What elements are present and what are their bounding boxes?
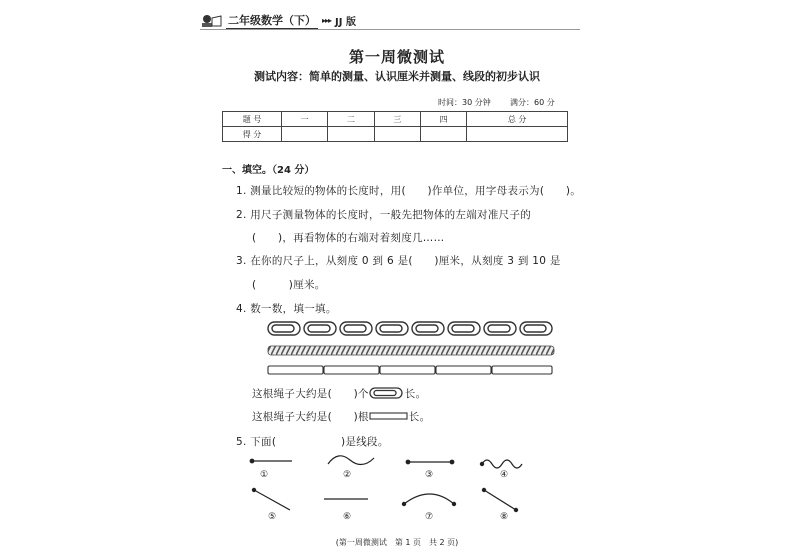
page-subtitle: 测试内容：简单的测量、认识厘米并测量、线段的初步认识: [254, 70, 540, 83]
stick-icon: [369, 411, 409, 421]
figure-8-segment: [482, 488, 517, 511]
figure-label-3: ③: [424, 470, 434, 480]
stick-icon: [492, 366, 552, 374]
score-cell[interactable]: [420, 127, 466, 142]
book-header: [200, 12, 356, 29]
table-header-cell: 三: [374, 112, 420, 127]
paperclip-icon: [376, 322, 408, 335]
score-cell[interactable]: [282, 127, 328, 142]
score-cell[interactable]: [467, 127, 568, 142]
figure-label-8: ⑧: [499, 512, 509, 522]
paperclip-icon: [448, 322, 480, 335]
question-3-line2: ( )厘米。: [252, 279, 326, 291]
stick-icon: [324, 366, 379, 374]
question-1: 1. 测量比较短的物体的长度时，用( )作单位，用字母表示为( )。: [236, 185, 582, 197]
question-2-line1: 2. 用尺子测量物体的长度时，一般先把物体的左端对准尺子的: [236, 209, 532, 221]
page-footer: (第一周微测试 第 1 页 共 2 页): [335, 538, 459, 547]
answer-2-text: 这根绳子大约是( )根: [252, 411, 369, 423]
table-header-cell: 二: [328, 112, 374, 127]
table-row: [223, 127, 568, 142]
paperclip-icon: [412, 322, 444, 335]
question-5: 5. 下面( )是线段。: [236, 436, 389, 448]
table-header-cell: 总 分: [467, 112, 568, 127]
answer-2-suffix: 长。: [408, 411, 431, 423]
figure-label-4: ④: [499, 470, 509, 480]
time-limit: 时间：30 分钟: [438, 98, 491, 107]
figure-label-2: ②: [342, 470, 352, 480]
question-4-answer-2: [252, 409, 430, 424]
stick-row-figure: [266, 364, 556, 376]
figure-label-7: ⑦: [424, 512, 434, 522]
stick-icon: [380, 366, 435, 374]
arrows-decoration: ▸▸▸: [322, 16, 332, 25]
question-2-line2: ( )，再看物体的右端对着刻度几……: [252, 232, 445, 244]
table-header-cell: 题 号: [223, 112, 282, 127]
stick-icon: [436, 366, 491, 374]
paperclip-chain-figure: [266, 320, 556, 338]
question-4: 4. 数一数，填一填。: [236, 303, 337, 315]
table-header-cell: 四: [420, 112, 466, 127]
table-header-cell: 一: [282, 112, 328, 127]
student-logo-icon: [200, 14, 222, 28]
question-3-line1: 3. 在你的尺子上，从刻度 0 到 6 是( )厘米，从刻度 3 到 10 是: [236, 255, 561, 267]
paperclip-icon: [268, 322, 300, 335]
header-divider: [200, 29, 580, 30]
figure-7-arc: [402, 494, 455, 506]
figure-3-segment: [406, 460, 454, 464]
score-cell[interactable]: [328, 127, 374, 142]
figure-1-segment: [250, 459, 292, 463]
rope-figure: [266, 345, 556, 357]
figure-4-wavy: [480, 460, 522, 468]
figure-label-6: ⑥: [342, 512, 352, 522]
figure-5-segment: [252, 488, 290, 510]
paperclip-icon: [484, 322, 516, 335]
answer-1-suffix: 长。: [404, 388, 427, 400]
edition-label: JJ 版: [335, 17, 356, 28]
figure-2-curve: [328, 456, 374, 465]
stick-icon: [268, 366, 323, 374]
paperclip-icon: [520, 322, 552, 335]
figure-label-1: ①: [259, 470, 269, 480]
table-row: [223, 112, 568, 127]
score-cell[interactable]: [374, 127, 420, 142]
figure-label-5: ⑤: [267, 512, 277, 522]
page-title: 第一周微测试: [348, 48, 445, 66]
paperclip-icon: [304, 322, 336, 335]
full-score: 满分：60 分: [510, 98, 555, 107]
answer-1-text: 这根绳子大约是( )个: [252, 388, 369, 400]
paperclip-icon: [369, 387, 405, 399]
score-table: [222, 111, 568, 142]
section-heading: 一、填空。（24 分）: [222, 165, 315, 176]
question-4-answer-1: [252, 386, 426, 401]
paperclip-icon: [340, 322, 372, 335]
table-row-label: 得 分: [223, 127, 282, 142]
grade-label: 二年级数学（下）: [228, 14, 316, 27]
